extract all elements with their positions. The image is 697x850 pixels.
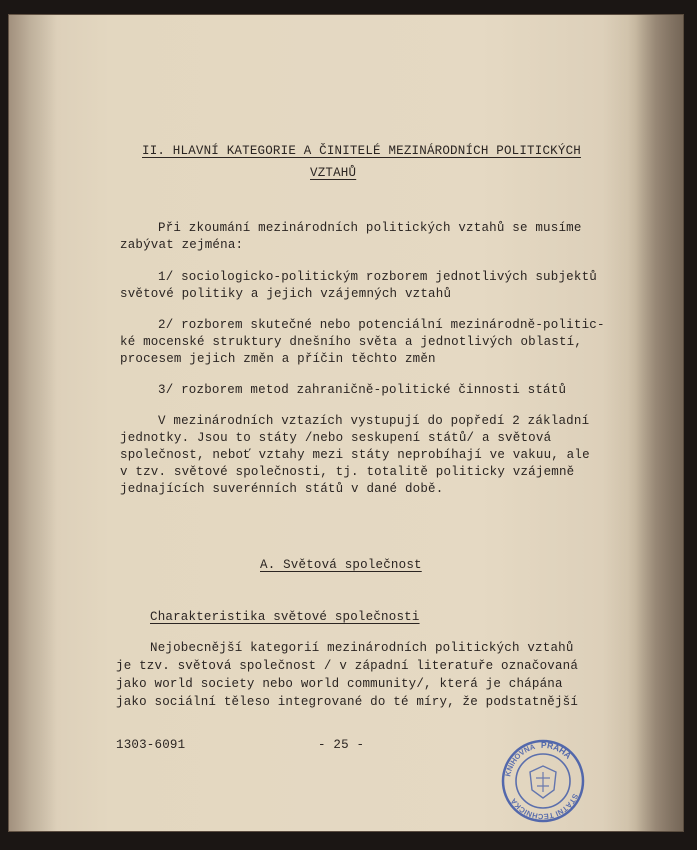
- chapter-heading-line2: VZTAHŮ: [310, 166, 357, 180]
- list-item-1-line-2: světové politiky a jejich vzájemných vztahů: [120, 287, 452, 301]
- stamp-text-top: PRAHA: [540, 739, 574, 761]
- para3-line-1: Nejobecnější kategorií mezinárodních politických vztahů: [150, 641, 574, 655]
- stamp-text-right: STÁTNÍ TECHNICKÁ: [508, 792, 581, 822]
- para2-line-4: v tzv. světové společnosti, tj. totalitě politicky vzájemně: [120, 465, 575, 479]
- list-item-2-line-1: 2/ rozborem skutečné nebo potenciální mezinárodně-politic-: [158, 318, 605, 332]
- para2-line-1: V mezinárodních vztazích vystupují do popředí 2 základní: [158, 414, 590, 428]
- chapter-heading-line1: II. HLAVNÍ KATEGORIE A ČINITELÉ MEZINÁRODNÍCH POLITICKÝCH: [142, 144, 581, 158]
- list-item-3-line-1: 3/ rozborem metod zahraničně-politické činnosti států: [158, 383, 567, 397]
- para2-line-5: jednajících suverénních států v dané době.: [120, 482, 444, 496]
- para2-line-2: jednotky. Jsou to státy /nebo seskupení států/ a světová: [120, 431, 552, 445]
- list-item-2-line-3: procesem jejich změn a příčin těchto změn: [120, 352, 436, 366]
- list-item-1-line-1: 1/ sociologicko-politickým rozborem jednotlivých subjektů: [158, 270, 597, 284]
- intro-line-1: Při zkoumání mezinárodních politických vztahů se musíme: [158, 221, 582, 235]
- intro-line-2: zabývat zejména:: [120, 238, 244, 252]
- para3-line-2: je tzv. světová společnost / v západní literatuře označovaná: [116, 659, 579, 673]
- para2-line-3: společnost, neboť vztahy mezi státy neprobíhají ve vakuu, ale: [120, 448, 590, 462]
- binding-gutter-shadow: [8, 14, 58, 832]
- subsection-title: Charakteristika světové společnosti: [150, 610, 420, 624]
- list-item-2-line-2: ké mocenské struktury dnešního světa a jednotlivých oblastí,: [120, 335, 583, 349]
- page-number: - 25 -: [318, 738, 365, 752]
- stamp-text-left: KNIHOVNA: [503, 742, 537, 778]
- library-stamp: [500, 738, 586, 824]
- page-edge-shadow: [628, 14, 684, 832]
- para3-line-4: jako sociální těleso integrované do té míry, že podstatnější: [116, 695, 579, 709]
- document-code: 1303-6091: [116, 738, 186, 752]
- section-title: A. Světová společnost: [260, 558, 422, 572]
- para3-line-3: jako world society nebo world community/, která je chápána: [116, 677, 563, 691]
